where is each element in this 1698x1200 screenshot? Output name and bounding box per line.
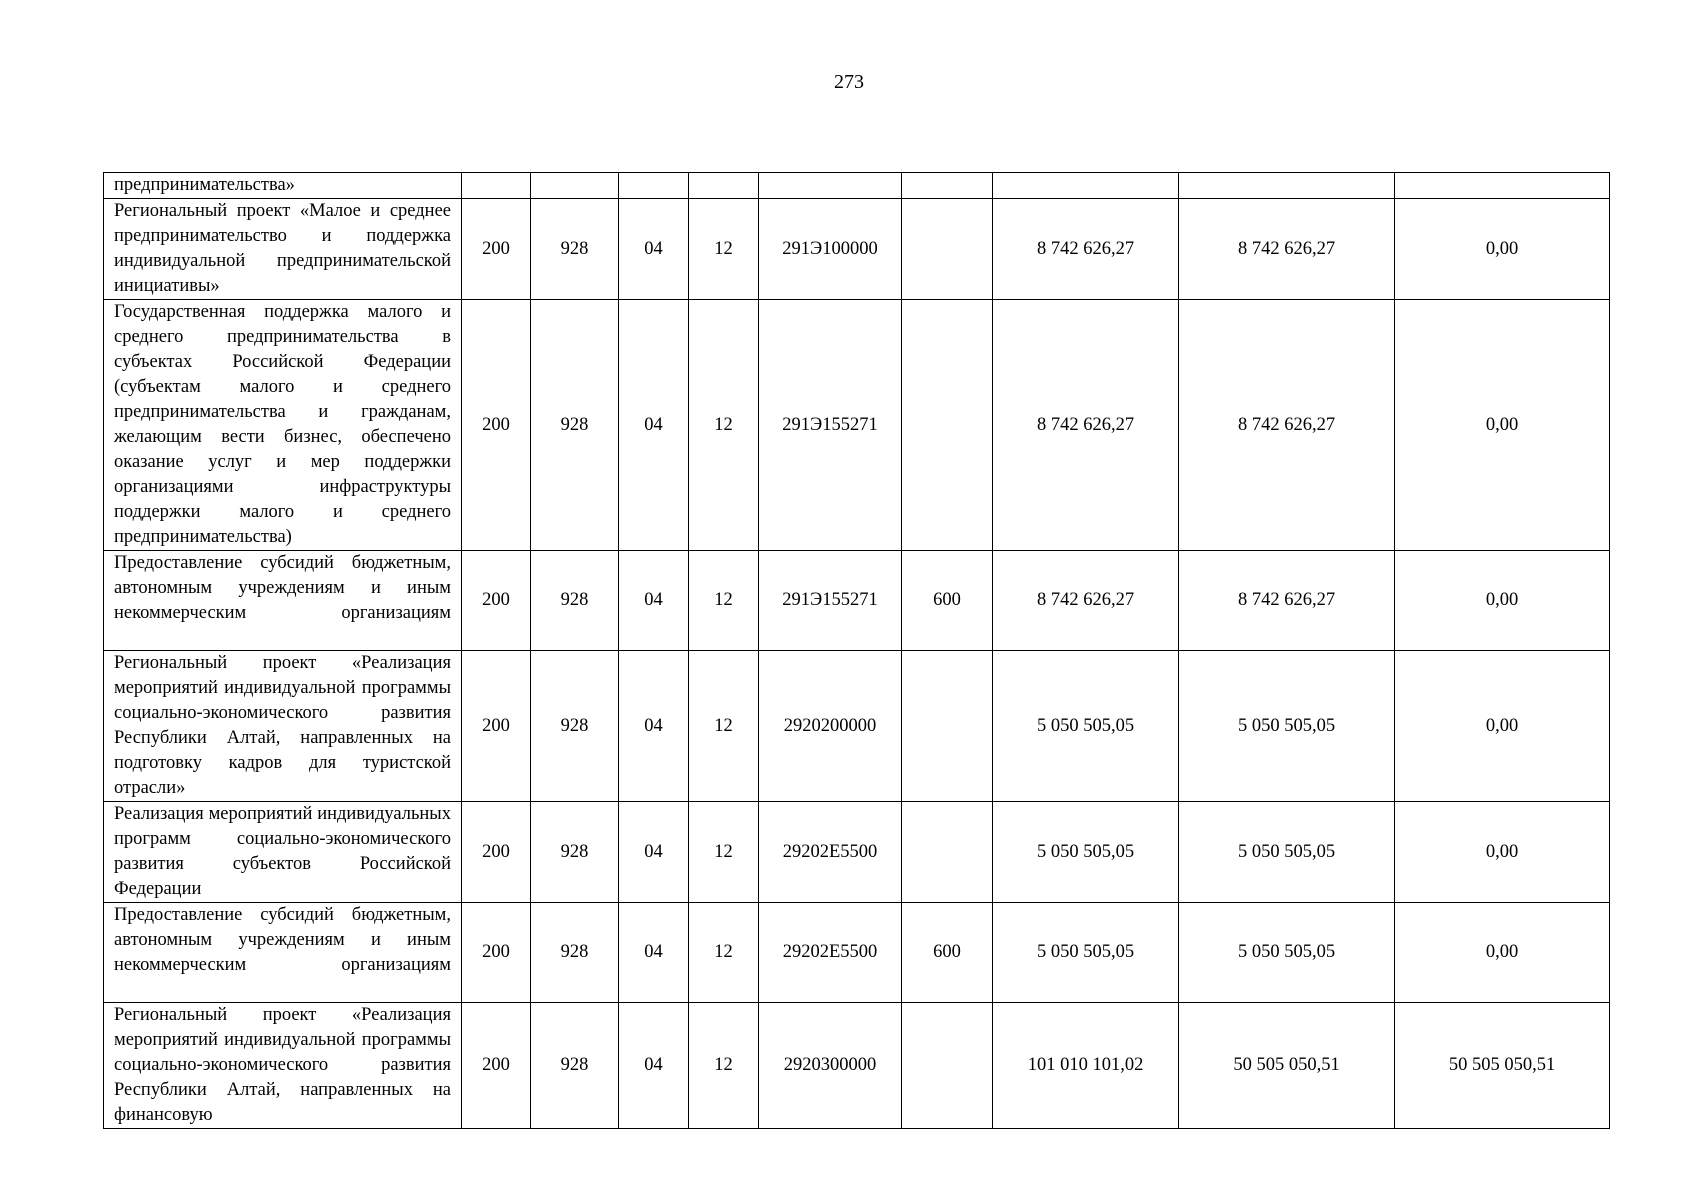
code-cell: [902, 199, 993, 300]
code-cell: 04: [619, 551, 689, 651]
table-row: [104, 199, 1610, 300]
table-row: [104, 300, 1610, 551]
row-description: Региональный проект «Реализация мероприятий индивидуальной программы социально-экономического развития Республики Алтай, направленных на финансовую: [104, 1003, 462, 1129]
code-cell: 12: [689, 903, 759, 1003]
amount-cell: 5 050 505,05: [993, 651, 1179, 802]
amount-cell: 0,00: [1395, 199, 1610, 300]
code-cell: [462, 173, 531, 199]
code-cell: 04: [619, 651, 689, 802]
row-description: предпринимательства»: [104, 173, 462, 199]
code-cell: [902, 802, 993, 903]
code-cell: 04: [619, 802, 689, 903]
code-cell: 600: [902, 551, 993, 651]
code-cell: 29202Е5500: [759, 903, 902, 1003]
code-cell: 928: [531, 551, 619, 651]
row-description: Реализация мероприятий индивидуальных программ социально-экономического развития субъектов Российской Федерации: [104, 802, 462, 903]
page-number: 273: [834, 71, 864, 93]
budget-table: [103, 172, 1610, 1129]
row-description: Предоставление субсидий бюджетным, автономным учреждениям и иным некоммерческим организациям: [104, 551, 462, 651]
amount-cell: 5 050 505,05: [993, 903, 1179, 1003]
code-cell: 12: [689, 1003, 759, 1129]
code-cell: [902, 173, 993, 199]
amount-cell: 0,00: [1395, 551, 1610, 651]
code-cell: [619, 173, 689, 199]
amount-cell: 8 742 626,27: [1179, 199, 1395, 300]
code-cell: 928: [531, 300, 619, 551]
code-cell: 928: [531, 802, 619, 903]
code-cell: 928: [531, 1003, 619, 1129]
amount-cell: 5 050 505,05: [1179, 802, 1395, 903]
code-cell: 2920200000: [759, 651, 902, 802]
code-cell: [531, 173, 619, 199]
amount-cell: 5 050 505,05: [993, 802, 1179, 903]
code-cell: 04: [619, 903, 689, 1003]
code-cell: 04: [619, 300, 689, 551]
amount-cell: [1395, 173, 1610, 199]
table-row: [104, 1003, 1610, 1129]
code-cell: 200: [462, 1003, 531, 1129]
code-cell: 2920300000: [759, 1003, 902, 1129]
table-row: [104, 903, 1610, 1003]
table-row: [104, 173, 1610, 199]
amount-cell: 0,00: [1395, 802, 1610, 903]
amount-cell: 0,00: [1395, 651, 1610, 802]
amount-cell: 50 505 050,51: [1179, 1003, 1395, 1129]
code-cell: 200: [462, 199, 531, 300]
code-cell: 04: [619, 199, 689, 300]
table-row: [104, 802, 1610, 903]
amount-cell: 50 505 050,51: [1395, 1003, 1610, 1129]
code-cell: [759, 173, 902, 199]
code-cell: [902, 651, 993, 802]
code-cell: 291Э155271: [759, 551, 902, 651]
amount-cell: 8 742 626,27: [993, 551, 1179, 651]
row-description: Региональный проект «Реализация мероприятий индивидуальной программы социально-экономического развития Республики Алтай, направленных на подготовку кадров для туристской отрасли»: [104, 651, 462, 802]
amount-cell: 8 742 626,27: [993, 199, 1179, 300]
code-cell: 291Э155271: [759, 300, 902, 551]
amount-cell: 8 742 626,27: [993, 300, 1179, 551]
amount-cell: 5 050 505,05: [1179, 651, 1395, 802]
code-cell: [689, 173, 759, 199]
code-cell: 200: [462, 802, 531, 903]
code-cell: 200: [462, 651, 531, 802]
amount-cell: 8 742 626,27: [1179, 300, 1395, 551]
table-row: [104, 651, 1610, 802]
amount-cell: [1179, 173, 1395, 199]
amount-cell: 8 742 626,27: [1179, 551, 1395, 651]
code-cell: 200: [462, 551, 531, 651]
code-cell: [902, 1003, 993, 1129]
code-cell: 928: [531, 903, 619, 1003]
amount-cell: 101 010 101,02: [993, 1003, 1179, 1129]
amount-cell: 0,00: [1395, 300, 1610, 551]
code-cell: 928: [531, 651, 619, 802]
amount-cell: 0,00: [1395, 903, 1610, 1003]
code-cell: 04: [619, 1003, 689, 1129]
code-cell: 600: [902, 903, 993, 1003]
code-cell: 12: [689, 802, 759, 903]
code-cell: 291Э100000: [759, 199, 902, 300]
code-cell: 12: [689, 300, 759, 551]
table-row: [104, 551, 1610, 651]
code-cell: 200: [462, 300, 531, 551]
code-cell: 12: [689, 551, 759, 651]
code-cell: 200: [462, 903, 531, 1003]
row-description: Региональный проект «Малое и среднее предпринимательство и поддержка индивидуальной предпринимательской инициативы»: [104, 199, 462, 300]
code-cell: 12: [689, 651, 759, 802]
row-description: Государственная поддержка малого и среднего предпринимательства в субъектах Российской Федерации (субъектам малого и среднего предпринимательства и гражданам, желающим вести бизнес, обеспечено оказание услуг и мер поддержки организациями инфраструктуры поддержки малого и среднего предпринимательства): [104, 300, 462, 551]
row-description: Предоставление субсидий бюджетным, автономным учреждениям и иным некоммерческим организациям: [104, 903, 462, 1003]
code-cell: 12: [689, 199, 759, 300]
code-cell: [902, 300, 993, 551]
code-cell: 29202Е5500: [759, 802, 902, 903]
amount-cell: 5 050 505,05: [1179, 903, 1395, 1003]
code-cell: 928: [531, 199, 619, 300]
amount-cell: [993, 173, 1179, 199]
